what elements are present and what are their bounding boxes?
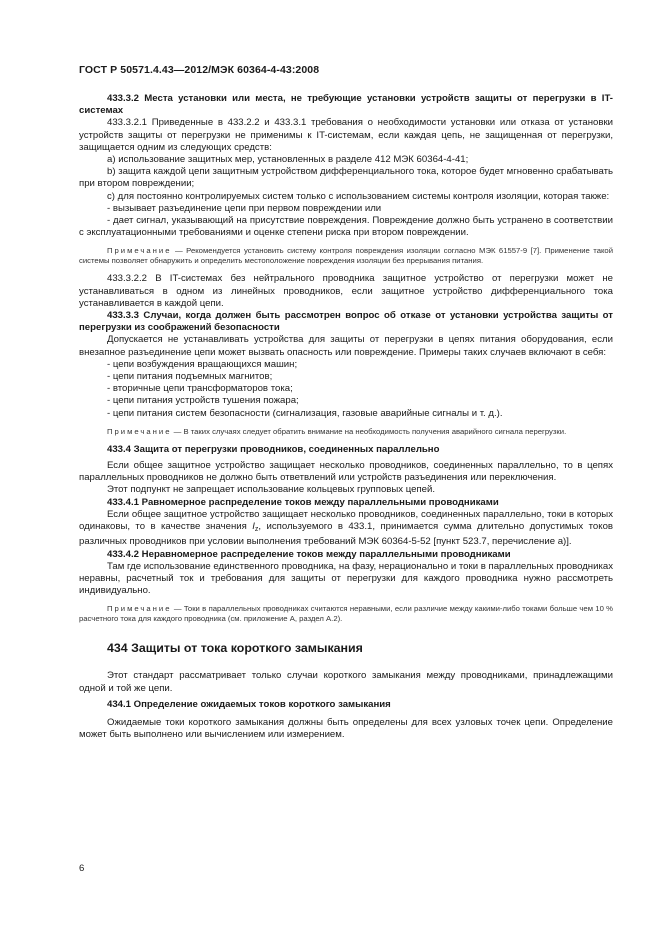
paragraph-433-3-2-1: 433.3.2.1 Приведенные в 433.2.2 и 433.3.1 требования о необходимости установки или отказа от установки устройств защиты от перегрузки не применимы к IT-системам, если каждая цепь, не защищенная от перегрузки, защищается одним из следующих средств: bbox=[79, 117, 613, 153]
heading-433-4-2: 433.4.2 Неравномерное распределение токов между параллельными проводниками bbox=[107, 548, 511, 560]
case-item: - цепи возбуждения вращающихся машин; bbox=[107, 358, 298, 370]
paragraph-433-4-1 bbox=[79, 509, 613, 549]
case-item: - цепи питания устройств тушения пожара; bbox=[107, 395, 299, 407]
note-2-text: — В таких случаях следует обратить внимание на необходимость получения аварийного сигнала перегрузки. bbox=[173, 426, 567, 436]
paragraph-434: Этот стандарт рассматривает только случаи короткого замыкания между проводниками, принадлежащими одной и той же цепи. bbox=[79, 670, 613, 694]
heading-433-4: 433.4 Защита от перегрузки проводников, соединенных параллельно bbox=[107, 443, 440, 455]
heading-434-1: 434.1 Определение ожидаемых токов короткого замыкания bbox=[107, 698, 391, 710]
dash-item-1: - вызывает разъединение цепи при первом повреждении или bbox=[107, 202, 382, 214]
document-body bbox=[79, 93, 613, 741]
paragraph-433-4-2: Там где использование единственного проводника, на фазу, нерационально и токи в параллельных проводниках неравны, расчетный ток и требования для защиты от перегрузки для каждого проводника нужно рассмотреть индивидуально. bbox=[79, 560, 613, 597]
case-item: - цепи питания подъемных магнитов; bbox=[107, 371, 273, 383]
paragraph-433-4-a: Если общее защитное устройство защищает несколько проводников, соединенных параллельно, то в цепях параллельных проводников не должно быть ответвлений или устройств разъединения или переключения. bbox=[79, 460, 613, 484]
paragraph-433-3-2-2: 433.3.2.2 В IT-системах без нейтрального проводника защитное устройство от перегрузки может не устанавливаться в одном из линейных проводников, если защитное устройство дифференциального тока устанавливается в каждой цепи. bbox=[79, 273, 613, 309]
note-3-text: — Токи в параллельных проводниках считаются неравными, если различие между какими-либо токами больше чем 10 % расчетного тока для каждого проводника (см. приложение A, раздел A.2). bbox=[79, 604, 613, 624]
page-number: 6 bbox=[79, 863, 85, 874]
note-2 bbox=[79, 427, 613, 437]
current-symbol-subscript: z bbox=[254, 526, 259, 534]
current-symbol: I bbox=[252, 521, 255, 533]
paragraph-433-4-1-start: Если общее защитное устройство защищает несколько проводников, соединенных параллельно, токи в которых одинаковы, то в качестве значения bbox=[79, 508, 613, 533]
list-item-c: c) для постоянно контролируемых систем только с использованием системы контроля изоляции, которая также: bbox=[107, 190, 610, 202]
note-1 bbox=[79, 246, 613, 266]
paragraph-434-1: Ожидаемые токи короткого замыкания должны быть определены для всех узловых точек цепи. Определение может быть выполнено или вычислением или измерением. bbox=[79, 716, 613, 741]
heading-433-3-3: 433.3.3 Случаи, когда должен быть рассмотрен вопрос об отказе от установки устройства защиты от перегрузки из соображений безопасности bbox=[79, 310, 613, 334]
heading-434: 434 Защиты от тока короткого замыкания bbox=[107, 641, 363, 656]
case-item: - цепи питания систем безопасности (сигнализация, газовые аварийные сигналы и т. д.). bbox=[107, 407, 503, 419]
list-item-a: a) использование защитных мер, установленных в разделе 412 МЭК 60364-4-41; bbox=[107, 154, 469, 166]
list-item-b: b) защита каждой цепи защитным устройством дифференциального тока, которое будет мгновенно срабатывать при втором повреждении; bbox=[79, 166, 613, 190]
document-header: ГОСТ Р 50571.4.43—2012/МЭК 60364-4-43:2008 bbox=[79, 64, 320, 76]
note-3 bbox=[79, 604, 613, 624]
heading-433-4-1: 433.4.1 Равномерное распределение токов между параллельными проводниками bbox=[107, 496, 499, 508]
case-item: - вторичные цепи трансформаторов тока; bbox=[107, 383, 293, 395]
note-3-label: Примечание bbox=[107, 604, 172, 614]
paragraph-433-4-b: Этот подпункт не запрещает использование кольцевых групповых цепей. bbox=[107, 484, 436, 496]
note-1-label: Примечание bbox=[107, 246, 172, 256]
dash-item-2: - дает сигнал, указывающий на присутствие повреждения. Повреждение должно быть устранено в соответствии с эксплуатационными требованиями и оценке степени риска при втором повреждении. bbox=[79, 215, 613, 239]
paragraph-433-4-1-end: , используемого в 433.1, принимается сумма длительно допустимых токов различных проводников при условии выполнения требований МЭК 60364-5-52 [пункт 523.7, перечисление a)]. bbox=[79, 521, 613, 548]
note-1-text: — Рекомендуется установить систему контроля повреждения изоляции согласно МЭК 61557-9 [7]. Применение такой системы позволяет обнаружить и определить местоположение повреждения изоляции без прерывания питания. bbox=[79, 246, 613, 266]
heading-433-3-2: 433.3.2 Места установки или места, не требующие установки устройств защиты от перегрузки в IT-системах bbox=[79, 93, 613, 117]
paragraph-433-3-3: Допускается не устанавливать устройства для защиты от перегрузки в цепях питания оборудования, если внезапное разъединение цепи может вызвать опасность или повреждение. Примеры таких случаев включают в себя: bbox=[79, 334, 613, 358]
note-2-label: Примечание bbox=[107, 426, 172, 436]
